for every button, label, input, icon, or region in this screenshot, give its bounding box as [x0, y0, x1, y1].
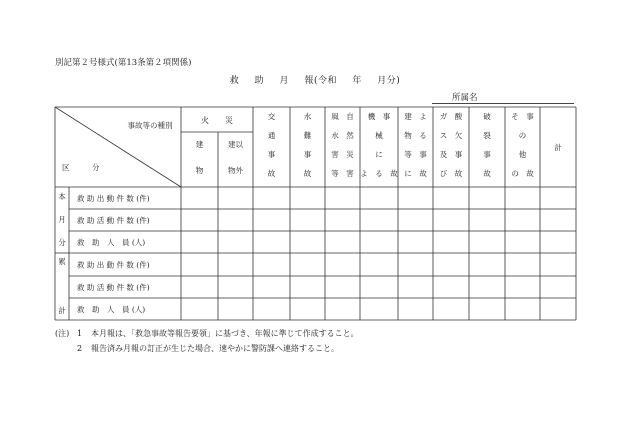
column-header-6: 機 事 [367, 112, 391, 121]
row-label: 救 助 人 員 (人) [77, 305, 146, 314]
column-header-5: 風 自 [331, 112, 354, 121]
column-header-3: 交 [267, 112, 276, 121]
data-cell[interactable] [506, 277, 539, 297]
data-cell[interactable] [506, 232, 539, 252]
column-header-10: そ 事 [511, 112, 534, 121]
note-number: 2 [77, 344, 83, 353]
data-cell[interactable] [254, 254, 289, 275]
column-header-8: ガ 酸 [439, 112, 463, 121]
row-label: 救 助 活 動 件 数 (件) [77, 283, 150, 292]
data-cell[interactable] [361, 232, 397, 252]
data-cell[interactable] [291, 254, 324, 275]
column-header-5: 水 然 [331, 131, 354, 140]
title-char: 救 [229, 76, 240, 86]
data-cell[interactable] [254, 277, 289, 297]
data-cell[interactable] [219, 188, 252, 208]
group-label: 分 [58, 238, 66, 247]
note-number: 1 [77, 329, 83, 338]
data-cell[interactable] [470, 277, 504, 297]
data-cell[interactable] [182, 299, 217, 319]
data-cell[interactable] [470, 210, 504, 230]
column-header-9: 裂 [483, 131, 491, 140]
group-label: 月 [58, 215, 66, 224]
data-cell[interactable] [506, 299, 539, 319]
data-cell[interactable] [399, 210, 432, 230]
note-1 [55, 326, 359, 341]
form-label: 別記第２号様式(第13条第２項関係) [55, 58, 192, 68]
fire-header: 火 災 [201, 116, 233, 125]
data-cell[interactable] [470, 188, 504, 208]
column-header-10: の 故 [511, 169, 534, 178]
data-cell[interactable] [541, 232, 575, 252]
note-text: 報告済み月報の訂正が生じた場合、速やかに警防課へ連絡すること。 [91, 344, 339, 353]
column-header-4: 難 [303, 131, 312, 140]
data-cell[interactable] [182, 277, 217, 297]
column-header-5: 等 害 [331, 169, 354, 178]
column-header-7: に 故 [404, 169, 427, 178]
column-header-4: 故 [303, 169, 312, 178]
corner-diagonal [55, 107, 181, 187]
column-header-4: 水 [303, 112, 312, 121]
data-cell[interactable] [434, 232, 468, 252]
data-cell[interactable] [399, 299, 432, 319]
data-cell[interactable] [291, 188, 324, 208]
column-header-9: 事 [483, 150, 491, 159]
column-header-2: 物外 [228, 166, 243, 175]
data-cell[interactable] [506, 188, 539, 208]
data-cell[interactable] [254, 210, 289, 230]
affiliation-label: 所属名 [452, 93, 478, 103]
column-header-10: の [518, 131, 527, 140]
data-cell[interactable] [326, 254, 359, 275]
title-char: 報(令和 [304, 76, 337, 86]
data-cell[interactable] [291, 210, 324, 230]
data-cell[interactable] [434, 299, 468, 319]
column-header-3: 通 [267, 131, 276, 140]
column-header-2: 建以 [228, 140, 243, 149]
data-cell[interactable] [291, 277, 324, 297]
column-header-7: 物 る [404, 131, 427, 140]
data-cell[interactable] [254, 232, 289, 252]
column-header-4: 事 [303, 150, 312, 159]
data-cell[interactable] [182, 188, 217, 208]
data-cell[interactable] [399, 188, 432, 208]
column-header-5: 害 災 [331, 150, 354, 159]
group-label: 本 [58, 192, 66, 201]
data-cell[interactable] [434, 210, 468, 230]
column-header-8: 及 事 [439, 150, 463, 159]
data-cell[interactable] [291, 299, 324, 319]
column-header-8: び 故 [439, 169, 463, 178]
notes-block [55, 326, 359, 356]
corner-top-label: 事故等の種別 [127, 121, 173, 130]
data-cell[interactable] [361, 277, 397, 297]
data-cell[interactable] [326, 277, 359, 297]
data-cell[interactable] [326, 188, 359, 208]
data-cell[interactable] [361, 254, 397, 275]
group-label: 累 [58, 257, 66, 266]
row-label: 救 助 活 動 件 数 (件) [77, 216, 150, 225]
data-cell[interactable] [326, 210, 359, 230]
column-header-3: 事 [267, 150, 276, 159]
notes-prefix: (注) [55, 329, 70, 338]
column-header-9: 破 [483, 112, 491, 121]
note-2 [55, 341, 359, 356]
row-label: 救 助 出 動 件 数 (件) [77, 260, 150, 270]
data-cell[interactable] [541, 254, 575, 275]
title-month: 月分) [377, 76, 401, 86]
column-header-7: 建 よ [404, 112, 427, 121]
data-cell[interactable] [361, 210, 397, 230]
column-header-6: よ る 故 [360, 169, 398, 178]
row-label: 救 助 出 動 件 数 (件) [77, 194, 150, 203]
column-header-6: 械 [375, 131, 383, 140]
data-cell[interactable] [182, 254, 217, 275]
data-cell[interactable] [399, 232, 432, 252]
column-header-9: 故 [483, 169, 491, 178]
title-char: 助 [254, 76, 265, 86]
data-cell[interactable] [219, 299, 252, 319]
column-header-11: 計 [554, 143, 562, 152]
data-cell[interactable] [219, 277, 252, 297]
data-cell[interactable] [291, 232, 324, 252]
data-cell[interactable] [434, 277, 468, 297]
data-cell[interactable] [326, 299, 359, 319]
data-cell[interactable] [470, 254, 504, 275]
data-cell[interactable] [470, 232, 504, 252]
data-cell[interactable] [254, 299, 289, 319]
data-cell[interactable] [326, 232, 359, 252]
note-text: 本月報は、「救急事故等報告要領」に基づき、年報に準じて作成すること。 [91, 329, 359, 338]
data-cell[interactable] [506, 254, 539, 275]
data-cell[interactable] [399, 254, 432, 275]
data-cell[interactable] [361, 188, 397, 208]
data-cell[interactable] [219, 210, 252, 230]
data-cell[interactable] [506, 210, 539, 230]
data-cell[interactable] [399, 277, 432, 297]
data-cell[interactable] [361, 299, 397, 319]
data-cell[interactable] [219, 254, 252, 275]
corner-bottom-label: 区 分 [62, 163, 100, 172]
column-header-6: に [375, 150, 383, 159]
data-cell[interactable] [182, 232, 217, 252]
group-label: 計 [58, 306, 66, 315]
column-header-1: 物 [195, 166, 204, 175]
data-cell[interactable] [541, 299, 575, 319]
data-cell[interactable] [541, 210, 575, 230]
data-cell[interactable] [434, 188, 468, 208]
column-header-8: ス 欠 [439, 131, 463, 140]
column-header-10: 他 [518, 150, 527, 159]
data-cell[interactable] [254, 188, 289, 208]
data-cell[interactable] [541, 277, 575, 297]
column-header-7: 等 事 [404, 150, 427, 159]
title-year: 年 [352, 76, 362, 86]
column-header-3: 故 [267, 169, 276, 178]
row-label: 救 助 人 員 (人) [77, 238, 146, 247]
data-cell[interactable] [470, 299, 504, 319]
data-cell[interactable] [219, 232, 252, 252]
column-header-1: 建 [195, 140, 204, 149]
data-cell[interactable] [434, 254, 468, 275]
title-char: 月 [279, 76, 290, 86]
data-cell[interactable] [182, 210, 217, 230]
data-cell[interactable] [541, 188, 575, 208]
